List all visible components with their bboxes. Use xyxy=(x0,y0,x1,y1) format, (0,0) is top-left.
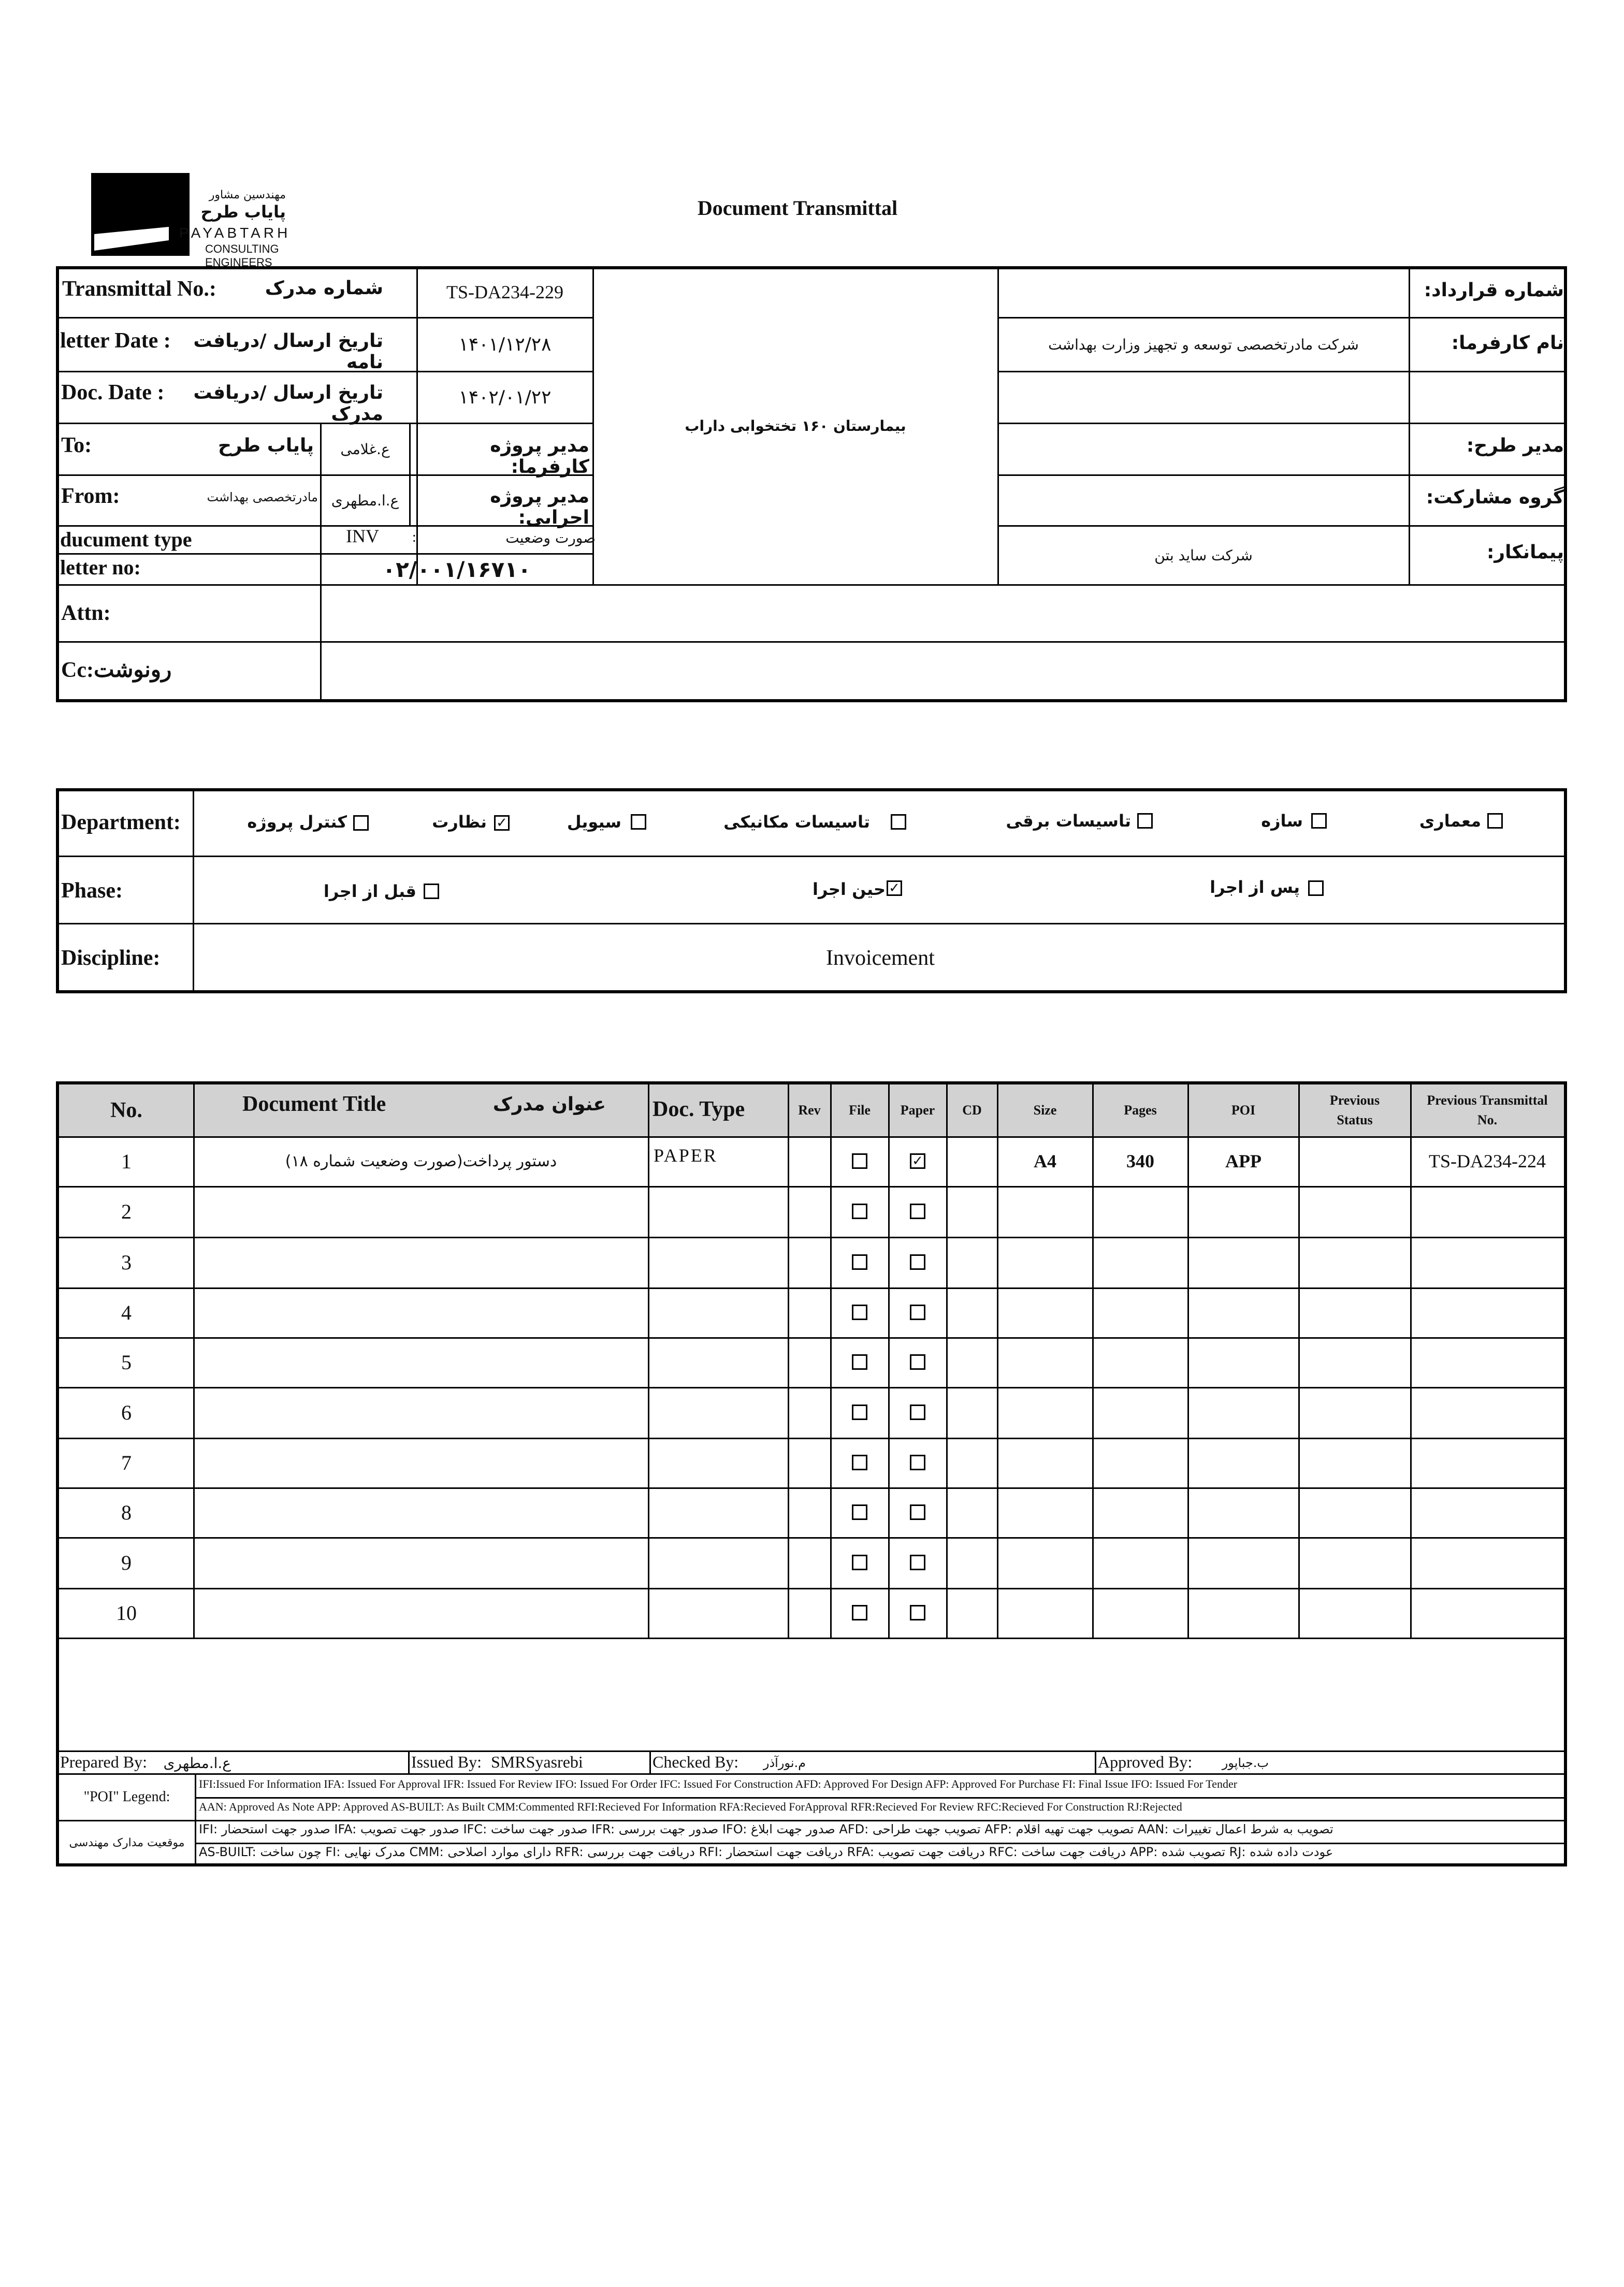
cell-pages: 340 xyxy=(1126,1151,1154,1171)
col-header-file: File xyxy=(849,1103,871,1118)
file-checkbox[interactable] xyxy=(852,1354,867,1370)
cell-no: 4 xyxy=(121,1300,132,1324)
phase-label-pre: قبل از اجرا xyxy=(323,881,416,901)
cell-cd xyxy=(947,1438,997,1487)
cell-pages xyxy=(1093,1588,1188,1638)
cell-pages xyxy=(1093,1186,1188,1237)
col-header-title-fa: عنوان مدرک xyxy=(492,1094,606,1115)
logo-tagline: CONSULTING ENGINEERS xyxy=(205,242,279,269)
cell-poi xyxy=(1188,1487,1299,1537)
cell-prev-transmittal: TS-DA234-224 xyxy=(1429,1151,1546,1171)
paper-checkbox[interactable] xyxy=(910,1555,925,1570)
cell-cd xyxy=(947,1387,997,1438)
cell-doc-type xyxy=(648,1537,788,1588)
letter-no-label: letter no: xyxy=(60,556,141,579)
phase-label-post: پس از اجرا xyxy=(1210,877,1300,897)
cell-doc-type xyxy=(648,1487,788,1537)
cell-no: 8 xyxy=(121,1500,132,1524)
doc-date-value: ۱۴۰۲/۰۱/۲۲ xyxy=(458,386,552,408)
cell-cd xyxy=(947,1136,997,1186)
issued-by-label: Issued By: xyxy=(411,1753,482,1771)
checked-by-value: م.نورآذر xyxy=(763,1756,806,1770)
phase-checkbox-post[interactable] xyxy=(1308,880,1324,896)
letter-no-value: ۰۲/۰۰۱/۱۶۷۱۰ xyxy=(382,556,531,582)
cell-poi xyxy=(1188,1287,1299,1337)
cell-title xyxy=(194,1337,648,1387)
col-header-prev-status: Previous Status xyxy=(1329,1093,1380,1127)
cell-cd xyxy=(947,1287,997,1337)
cell-doc-type xyxy=(648,1287,788,1337)
cell-doc-type xyxy=(648,1186,788,1237)
cell-doc-type xyxy=(648,1337,788,1387)
cell-prev-status xyxy=(1299,1537,1411,1588)
cell-prev-transmittal xyxy=(1411,1438,1564,1487)
file-checkbox[interactable] xyxy=(852,1455,867,1470)
cell-title xyxy=(194,1537,648,1588)
approved-by-value: ب.جباپور xyxy=(1222,1756,1269,1770)
cell-size xyxy=(997,1186,1093,1237)
phase-label-during: حین اجرا xyxy=(813,879,886,899)
cell-cd xyxy=(947,1237,997,1287)
cell-pages xyxy=(1093,1387,1188,1438)
logo-subtitle-fa: مهندسین مشاور xyxy=(209,189,286,201)
col-header-poi: POI xyxy=(1231,1103,1256,1118)
cell-poi xyxy=(1188,1387,1299,1438)
cell-prev-transmittal xyxy=(1411,1387,1564,1438)
cell-prev-status xyxy=(1299,1588,1411,1638)
poi-legend-label: "POI" Legend: xyxy=(83,1789,170,1805)
cell-no: 10 xyxy=(116,1601,137,1625)
cell-poi: APP xyxy=(1225,1151,1262,1171)
from-person: ع.ا.مطهری xyxy=(331,491,399,509)
file-checkbox[interactable] xyxy=(852,1405,867,1420)
cell-title: دستور پرداخت(صورت وضعیت شماره ۱۸) xyxy=(285,1152,557,1170)
cell-doc-type xyxy=(648,1588,788,1638)
cell-title xyxy=(194,1438,648,1487)
cell-size xyxy=(997,1387,1093,1438)
file-checkbox[interactable] xyxy=(852,1305,867,1320)
project-name: بیمارستان ۱۶۰ تختخوابی داراب xyxy=(685,417,906,435)
cell-poi xyxy=(1188,1588,1299,1638)
cell-poi xyxy=(1188,1186,1299,1237)
cell-doc-type xyxy=(648,1387,788,1438)
contractor-value: شرکت ساید بتن xyxy=(1154,546,1253,564)
doc-type-value: INV xyxy=(346,526,379,546)
col-header-doc-type: Doc. Type xyxy=(653,1097,745,1121)
cell-rev xyxy=(788,1438,831,1487)
cell-no: 1 xyxy=(121,1149,132,1173)
cc-label: Cc:رونوشت xyxy=(61,658,172,682)
transmittal-no-label: Transmittal No.: xyxy=(62,277,216,301)
department-label-project-control: کنترل پروژه xyxy=(247,812,347,832)
prepared-by-label: Prepared By: xyxy=(60,1753,147,1771)
partnership-label: گروه مشارکت: xyxy=(1426,487,1564,508)
cell-rev xyxy=(788,1287,831,1337)
paper-checkbox[interactable] xyxy=(910,1455,925,1470)
discipline-value: Invoicement xyxy=(826,946,935,970)
issued-by-value: SMRSyasrebi xyxy=(491,1753,583,1771)
file-checkbox[interactable] xyxy=(852,1605,867,1620)
cell-doc-type xyxy=(648,1438,788,1487)
paper-checkbox[interactable] xyxy=(910,1504,925,1520)
to-person: ع.غلامی xyxy=(340,440,390,458)
cell-no: 6 xyxy=(121,1400,132,1424)
paper-checkbox[interactable] xyxy=(910,1254,925,1270)
phase-checkbox-during[interactable]: ✓ xyxy=(887,880,902,896)
attn-label: Attn: xyxy=(61,601,111,625)
fa-legend-line-1: IFI: صدور جهت استحضار IFA: صدور جهت تصویب IFC: صدور جهت ساخت IFR: صدور جهت بررسی IFO: صدور جهت ابلاغ AFD: تصویب جهت طراحی AFP: تصویب جهت تهیه اقلام AAN: تصویب به شرط اعمال تغییرات xyxy=(199,1822,1333,1836)
cell-no: 5 xyxy=(121,1350,132,1374)
file-checkbox[interactable] xyxy=(852,1254,867,1270)
doc-type-label: ducument type xyxy=(60,528,192,551)
col-header-size: Size xyxy=(1033,1103,1057,1118)
cell-rev xyxy=(788,1136,831,1186)
cell-prev-transmittal xyxy=(1411,1287,1564,1337)
checked-by-label: Checked By: xyxy=(653,1753,739,1771)
doc-type-fa: صورت وضعیت xyxy=(505,529,596,546)
file-checkbox[interactable] xyxy=(852,1504,867,1520)
cell-no: 7 xyxy=(121,1451,132,1474)
logo-name-en: PAYABTARH xyxy=(179,225,291,241)
employer-value: شرکت مادرتخصصی توسعه و تجهیز وزارت بهداشت xyxy=(1048,336,1359,353)
col-header-paper: Paper xyxy=(900,1103,935,1118)
employer-label: نام کارفرما: xyxy=(1451,332,1564,354)
cell-size xyxy=(997,1588,1093,1638)
doc-date-label: Doc. Date : xyxy=(61,381,165,404)
col-header-pages: Pages xyxy=(1124,1103,1157,1118)
cell-size xyxy=(997,1287,1093,1337)
cell-prev-status xyxy=(1299,1387,1411,1438)
cell-rev xyxy=(788,1588,831,1638)
cell-title xyxy=(194,1588,648,1638)
from-label: From: xyxy=(61,484,120,508)
department-checkbox-civil[interactable] xyxy=(631,814,646,830)
cell-cd xyxy=(947,1588,997,1638)
cell-pages xyxy=(1093,1287,1188,1337)
file-checkbox[interactable] xyxy=(852,1153,867,1169)
cell-title xyxy=(194,1237,648,1287)
from-value: مادرتخصصی بهداشت xyxy=(207,490,318,504)
cell-cd xyxy=(947,1537,997,1588)
page-title: Document Transmittal xyxy=(697,196,898,220)
cell-pages xyxy=(1093,1487,1188,1537)
cell-doc-type xyxy=(648,1237,788,1287)
cell-size: A4 xyxy=(1034,1151,1056,1171)
col-header-title-en: Document Title xyxy=(242,1092,386,1116)
cell-poi xyxy=(1188,1237,1299,1287)
transmittal-no-value: TS-DA234-229 xyxy=(446,282,563,302)
fa-legend-label: موقعیت مدارک مهندسی xyxy=(69,1836,185,1849)
paper-checkbox[interactable] xyxy=(910,1605,925,1620)
legend-line-2: AAN: Approved As Note APP: Approved AS-BUILT: As Built CMM:Commented RFI:Recieved For Information RFA:Recieved ForApproval RFR:Recieved For Review RFC:Recieved For Construction RJ:Rejected xyxy=(199,1800,1182,1813)
cell-poi xyxy=(1188,1537,1299,1588)
contractor-label: پیمانکار: xyxy=(1487,542,1564,563)
department-checkbox-architecture[interactable] xyxy=(1487,813,1503,829)
file-checkbox[interactable] xyxy=(852,1204,867,1219)
approved-by-label: Approved By: xyxy=(1098,1753,1193,1771)
cell-cd xyxy=(947,1186,997,1237)
cell-rev xyxy=(788,1387,831,1438)
company-logo xyxy=(91,173,291,269)
cell-prev-transmittal xyxy=(1411,1537,1564,1588)
department-label-architecture: معماری xyxy=(1419,811,1481,831)
paper-checkbox[interactable] xyxy=(910,1204,925,1219)
paper-checkbox[interactable]: ✓ xyxy=(910,1153,925,1169)
cell-pages xyxy=(1093,1537,1188,1588)
cell-size xyxy=(997,1537,1093,1588)
cell-rev xyxy=(788,1537,831,1588)
cell-doc-type: PAPER xyxy=(654,1145,718,1166)
cell-poi xyxy=(1188,1438,1299,1487)
cell-no: 9 xyxy=(121,1551,132,1574)
cell-size xyxy=(997,1237,1093,1287)
cell-title xyxy=(194,1287,648,1337)
letter-date-label: letter Date : xyxy=(60,329,171,353)
cell-rev xyxy=(788,1186,831,1237)
fa-legend-line-2: AS-BUILT: چون ساخت FI: مدرک نهایی CMM: دارای موارد اصلاحی RFR: دریافت جهت بررسی RFI: دریافت جهت استحضار RFA: دریافت جهت تصویب RFC: دریافت جهت ساخت APP: تصویب شده RJ: عودت داده شده xyxy=(199,1845,1333,1859)
phase-label: Phase: xyxy=(61,879,123,903)
contract-no-label: شماره قرارداد: xyxy=(1424,280,1564,301)
cell-prev-status xyxy=(1299,1438,1411,1487)
phase-checkbox-pre[interactable] xyxy=(424,884,439,899)
cell-rev xyxy=(788,1487,831,1537)
cell-prev-status xyxy=(1299,1136,1411,1186)
letter-date-label-fa: تاریخ ارسال /دریافت نامه xyxy=(193,330,383,373)
paper-checkbox[interactable] xyxy=(910,1305,925,1320)
cell-prev-transmittal xyxy=(1411,1487,1564,1537)
cell-prev-transmittal xyxy=(1411,1588,1564,1638)
contract-no-value xyxy=(998,267,1409,317)
cell-size xyxy=(997,1487,1093,1537)
cell-no: 2 xyxy=(121,1199,132,1223)
cell-pages xyxy=(1093,1438,1188,1487)
cell-pages xyxy=(1093,1237,1188,1287)
cell-prev-transmittal xyxy=(1411,1337,1564,1387)
department-checkbox-supervision[interactable]: ✓ xyxy=(494,815,510,831)
discipline-label: Discipline: xyxy=(61,946,161,970)
logo-mark-icon xyxy=(91,173,190,256)
to-value: پایاب طرح xyxy=(218,435,314,456)
cell-prev-status xyxy=(1299,1487,1411,1537)
cell-rev xyxy=(788,1237,831,1287)
partnership-value xyxy=(998,475,1409,525)
cell-prev-status xyxy=(1299,1237,1411,1287)
department-label-civil: سیویل xyxy=(567,812,621,832)
department-checkbox-structure[interactable] xyxy=(1311,813,1327,829)
cell-size xyxy=(997,1438,1093,1487)
cell-prev-transmittal xyxy=(1411,1186,1564,1237)
col-header-no: No. xyxy=(110,1098,142,1122)
col-header-rev: Rev xyxy=(798,1103,821,1118)
cell-title xyxy=(194,1387,648,1438)
cell-title xyxy=(194,1487,648,1537)
cell-cd xyxy=(947,1337,997,1387)
cell-prev-status xyxy=(1299,1186,1411,1237)
col-header-cd: CD xyxy=(962,1103,982,1118)
doc-type-colon: : xyxy=(412,529,416,545)
department-checkbox-mechanical[interactable] xyxy=(891,814,906,830)
designer-value xyxy=(998,424,1409,474)
col-header-prev-transmittal: Previous Transmittal No. xyxy=(1427,1093,1548,1127)
legend-line-1: IFI:Issued For Information IFA: Issued For Approval IFR: Issued For Review IFO: Issued For Order IFC: Issued For Construction AFD: Approved For Design AFP: Approved For Purchase FI: Final Issue IFO: Issued For Tender xyxy=(199,1777,1238,1790)
designer-label: مدیر طرح: xyxy=(1466,435,1564,456)
department-label-structure: سازه xyxy=(1261,811,1303,831)
cell-size xyxy=(997,1337,1093,1387)
cell-pages xyxy=(1093,1337,1188,1387)
cell-prev-status xyxy=(1299,1287,1411,1337)
department-label: Department: xyxy=(61,810,181,834)
from-role: مدیر پروژه اجرایی: xyxy=(490,486,589,528)
cell-cd xyxy=(947,1487,997,1537)
department-label-supervision: نظارت xyxy=(432,812,487,832)
to-role: مدیر پروژه کارفرما: xyxy=(490,435,589,477)
department-checkbox-project-control[interactable] xyxy=(353,815,369,831)
letter-date-value: ۱۴۰۱/۱۲/۲۸ xyxy=(458,334,552,355)
cell-poi xyxy=(1188,1337,1299,1387)
transmittal-no-label-fa: شماره مدرک xyxy=(265,278,383,299)
logo-name-fa: پایاب طرح xyxy=(200,202,286,222)
doc-date-label-fa: تاریخ ارسال /دریافت مدرک xyxy=(193,382,383,425)
cell-prev-status xyxy=(1299,1337,1411,1387)
cell-no: 3 xyxy=(121,1250,132,1274)
paper-checkbox[interactable] xyxy=(910,1405,925,1420)
cell-title xyxy=(194,1186,648,1237)
cell-rev xyxy=(788,1337,831,1387)
to-label: To: xyxy=(61,433,92,457)
department-checkbox-electrical[interactable] xyxy=(1137,813,1153,829)
cell-prev-transmittal xyxy=(1411,1237,1564,1287)
prepared-by-value: ع.ا.مطهری xyxy=(163,1755,231,1772)
department-label-electrical: تاسیسات برقی xyxy=(1006,811,1131,831)
file-checkbox[interactable] xyxy=(852,1555,867,1570)
paper-checkbox[interactable] xyxy=(910,1354,925,1370)
department-label-mechanical: تاسیسات مکانیکی xyxy=(723,812,870,832)
